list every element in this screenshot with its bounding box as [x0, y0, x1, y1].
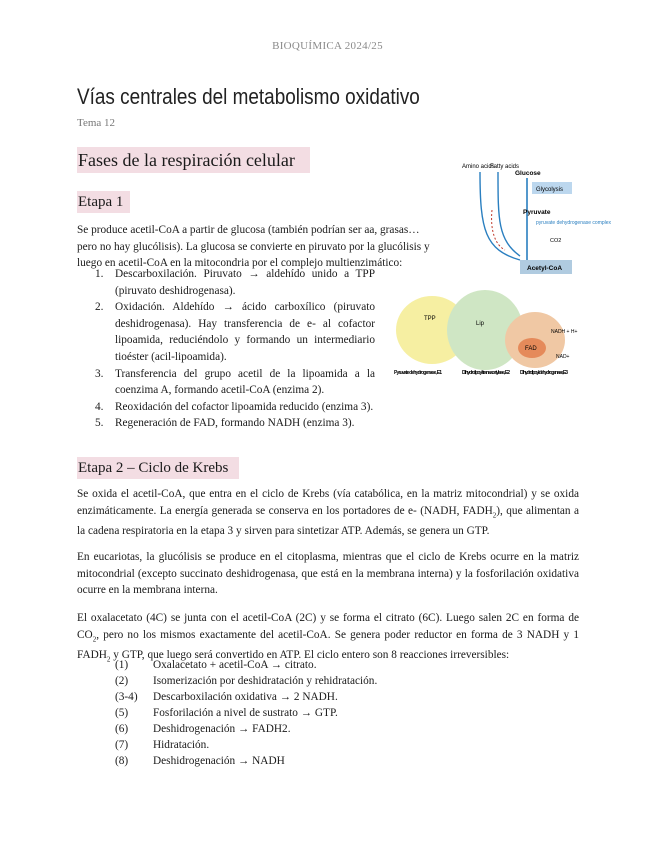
etapa1-steps: [95, 266, 375, 432]
reaction-row: [115, 705, 377, 721]
item-text: Transferencia del grupo acetil de la lipoamida a la coenzima A, formando acetil-CoA (enzima 2).: [115, 367, 375, 397]
krebs-reactions: [115, 657, 377, 769]
reaction-number: (3-4): [115, 691, 138, 703]
list-item: [95, 415, 375, 432]
reaction-number: (1): [115, 659, 129, 671]
reaction-text: Descarboxilación oxidativa → 2 NADH.: [153, 691, 338, 703]
reaction-row: [115, 689, 377, 705]
nad-label: NAD+: [556, 354, 570, 360]
paragraph-text: El oxalacetato (4C) se junta con el acetil-CoA (2C) y se forma el citrato (6C). Luego salen 2C en forma de CO: [77, 612, 579, 641]
acetylcoa-label: Acetyl-CoA: [527, 265, 563, 272]
etapa2-paragraph-1: [77, 486, 579, 540]
etapa2-heading: Etapa 2 – Ciclo de Krebs: [77, 457, 239, 479]
running-header: BIOQUÍMICA 2024/25: [272, 40, 383, 52]
reaction-number: (5): [115, 707, 129, 719]
subscript: 2: [92, 634, 97, 643]
topic-label: Tema 12: [77, 117, 116, 129]
etapa2-paragraph-2: En eucariotas, la glucólisis se produce en el citoplasma, mientras que el ciclo de Krebs ocurre en la matriz mitocondrial (excepto succinato deshidrogenasa, que está en la membrana interna) y la fosforilación oxidativa ocurre en la membrana interna.: [77, 551, 579, 597]
item-text: Reoxidación del cofactor lipoamida reducido (enzima 3).: [115, 400, 374, 413]
paragraph-text: y GTP, que luego será convertido en ATP. El ciclo entero son 8 reacciones irreversibles:: [110, 649, 510, 662]
subscript: 2: [106, 655, 111, 664]
e3-label: Dihydrolipoyl dehydrogenase, E3: [520, 370, 568, 376]
glycolysis-label: Glycolysis: [536, 187, 564, 193]
e1-label: Pyruvate dehydrogenase, E1: [394, 370, 442, 376]
item-number: 2.: [95, 301, 104, 314]
etapa1-heading: Etapa 1: [77, 191, 130, 213]
intro-line: Se produce acetil-CoA a partir de glucosa (también podrían ser aa, grasas…: [77, 224, 420, 236]
co2-label: CO2: [550, 238, 562, 244]
reaction-text: Oxalacetato + acetil-CoA → citrato.: [153, 659, 317, 671]
item-text: Regeneración de FAD, formando NADH (enzima 3).: [115, 417, 355, 430]
paragraph-text: ), que alimentan a la cadena respiratoria en la etapa 3 y sirven para sintetizar ATP. Además, se genera un GTP.: [77, 504, 579, 538]
intro-line: pero no hay glucólisis). La glucosa se convierte en piruvato por la glucólisis y: [77, 240, 430, 253]
reaction-number: (2): [115, 675, 129, 687]
reaction-row: [115, 753, 377, 769]
reaction-row: [115, 737, 377, 753]
paragraph-text: Se oxida el acetil-CoA, que entra en el ciclo de Krebs (vía catabólica, en la matriz mitocondrial) y se oxida enzimáticamente. La energía generada se conserva en los portadores de e- (NADH, FADH: [77, 488, 579, 517]
tpp-label: TPP: [424, 316, 436, 322]
item-number: 5.: [95, 417, 104, 430]
reaction-text: Hidratación.: [153, 739, 210, 751]
pyruvate-dehydrogenase-figure: [380, 160, 612, 400]
reaction-row: [115, 673, 377, 689]
reaction-number: (8): [115, 755, 129, 767]
item-number: 1.: [95, 268, 104, 280]
item-text: Descarboxilación. Piruvato → aldehído unido a TPP (piruvato deshidrogenasa).: [115, 268, 375, 297]
section-heading: Fases de la respiración celular: [77, 147, 310, 173]
subscript: 2: [492, 510, 497, 519]
reaction-text: Deshidrogenación → NADH: [153, 755, 285, 767]
list-item: [95, 266, 375, 299]
nadh-label: NADH + H+: [551, 329, 578, 335]
item-number: 4.: [95, 400, 104, 413]
pathway-arrow: [498, 172, 520, 256]
item-number: 3.: [95, 367, 104, 380]
list-item: [95, 366, 375, 399]
pdc-label: pyruvate dehydrogenase complex: [536, 220, 612, 226]
reaction-number: (7): [115, 739, 129, 751]
reaction-row: [115, 721, 377, 737]
list-item: [95, 399, 375, 416]
paragraph-text: , pero no los mismos exactamente del acetil-CoA. Se genera poder reductor en forma de 3 NADH y 1 FADH: [77, 628, 579, 662]
glucose-label: Glucose: [515, 170, 541, 177]
e2-label: Dihydrolipoyl transacetylase, E2: [462, 370, 510, 376]
reaction-text: Deshidrogenación → FADH2.: [153, 723, 291, 735]
reaction-number: (6): [115, 723, 129, 735]
item-text: Oxidación. Aldehído → ácido carboxílico (piruvato deshidrogenasa). Hay transferencia de e- al cofactor lipoamida, reduciéndolo y formando un intermediario tioéster (acil-lipoamida).: [115, 301, 375, 363]
fatty-acids-label: Fatty acids: [490, 164, 520, 170]
lipoamide-label: Lip: [476, 321, 485, 327]
amino-acids-label: Amino acids: [462, 164, 495, 170]
reaction-text: Isomerización por deshidratación y rehidratación.: [153, 675, 378, 687]
page-title: Vías centrales del metabolismo oxidativo: [77, 84, 420, 109]
intro-line: luego en acetil-CoA en la mitocondria por el complejo multienzimático:: [77, 257, 403, 270]
pyruvate-label: Pyruvate: [523, 209, 551, 216]
list-item: [95, 299, 375, 365]
reaction-row: [115, 657, 377, 673]
fad-label: FAD: [525, 346, 537, 352]
reaction-text: Fosforilación a nivel de sustrato → GTP.: [153, 707, 338, 719]
